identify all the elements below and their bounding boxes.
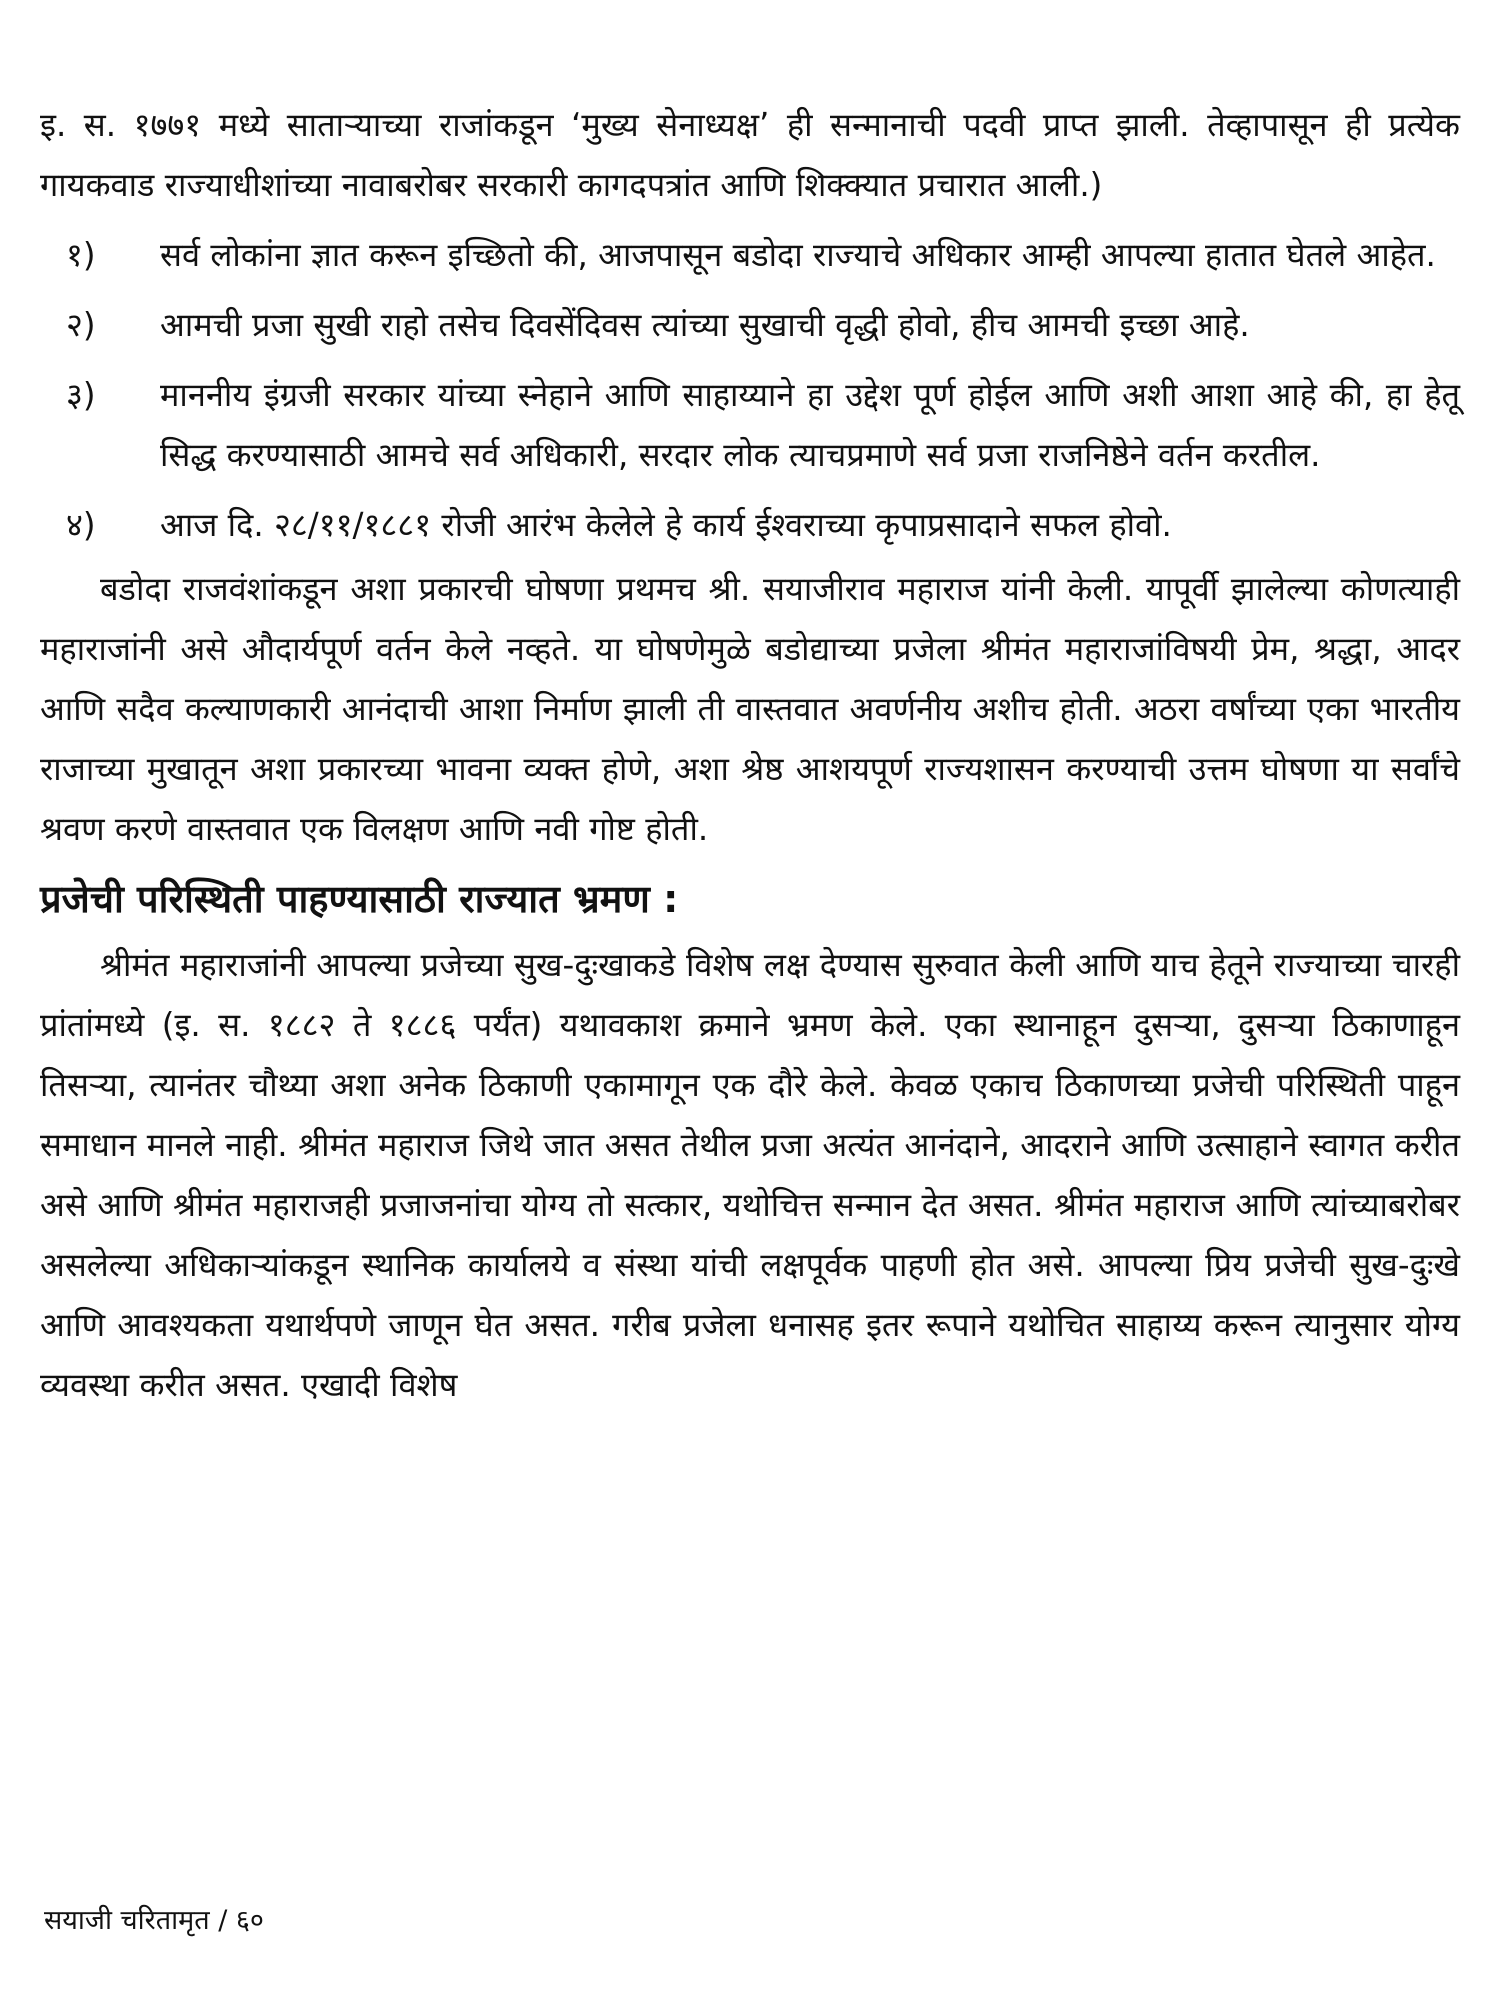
- proclamation-list: [40, 225, 1460, 555]
- list-item-text: आज दि. २८/११/१८८१ रोजी आरंभ केलेले हे कार्य ईश्वराच्या कृपाप्रसादाने सफल होवो.: [160, 506, 1172, 544]
- page-footer: सयाजी चरितामृत / ६०: [44, 1905, 264, 1936]
- list-item: [40, 225, 1460, 285]
- page-content: [40, 95, 1460, 1415]
- list-item-number: १): [66, 236, 96, 274]
- section-heading: प्रजेची परिस्थिती पाहण्यासाठी राज्यात भ्रमण :: [40, 877, 679, 921]
- list-item-number: ३): [66, 376, 96, 414]
- list-item-text: माननीय इंग्रजी सरकार यांच्या स्नेहाने आणि साहाय्याने हा उद्देश पूर्ण होईल आणि अशी आशा आहे की, हा हेतू सिद्ध करण्यासाठी आमचे सर्व अधिकारी, सरदार लोक त्याचप्रमाणे सर्व प्रजा राजनिष्ठेने वर्तन करतील.: [160, 376, 1460, 474]
- list-item: [40, 295, 1460, 355]
- list-item: [40, 365, 1460, 485]
- list-item-text: सर्व लोकांना ज्ञात करून इच्छितो की, आजपासून बडोदा राज्याचे अधिकार आम्ही आपल्या हातात घेतले आहेत.: [160, 236, 1436, 274]
- list-item-number: २): [66, 306, 96, 344]
- intro-paragraph: इ. स. १७७१ मध्ये साताऱ्याच्या राजांकडून ‘मुख्य सेनाध्यक्ष’ ही सन्मानाची पदवी प्राप्त झाली. तेव्हापासून ही प्रत्येक गायकवाड राज्याधीशांच्या नावाबरोबर सरकारी कागदपत्रांत आणि शिक्क्यात प्रचारात आली.): [40, 106, 1460, 204]
- list-item-number: ४): [66, 506, 96, 544]
- paragraph-state-tour: श्रीमंत महाराजांनी आपल्या प्रजेच्या सुख-दुःखाकडे विशेष लक्ष देण्यास सुरुवात केली आणि याच हेतूने राज्याच्या चारही प्रांतांमध्ये (इ. स. १८८२ ते १८८६ पर्यंत) यथावकाश क्रमाने भ्रमण केले. एका स्थानाहून दुसऱ्या, दुसऱ्या ठिकाणाहून तिसऱ्या, त्यानंतर चौथ्या अशा अनेक ठिकाणी एकामागून एक दौरे केले. केवळ एकाच ठिकाणच्या प्रजेची परिस्थिती पाहून समाधान मानले नाही. श्रीमंत महाराज जिथे जात असत तेथील प्रजा अत्यंत आनंदाने, आदराने आणि उत्साहाने स्वागत करीत असे आणि श्रीमंत महाराजही प्रजाजनांचा योग्य तो सत्कार, यथोचित्त सन्मान देत असत. श्रीमंत महाराज आणि त्यांच्याबरोबर असलेल्या अधिकाऱ्यांकडून स्थानिक कार्यालये व संस्था यांची लक्षपूर्वक पाहणी होत असे. आपल्या प्रिय प्रजेची सुख-दुःखे आणि आवश्यकता यथार्थपणे जाणून घेत असत. गरीब प्रजेला धनासह इतर रूपाने यथोचित साहाय्य करून त्यानुसार योग्य व्यवस्था करीत असत. एखादी विशेष: [40, 946, 1460, 1404]
- paragraph-proclamation-significance: बडोदा राजवंशांकडून अशा प्रकारची घोषणा प्रथमच श्री. सयाजीराव महाराज यांनी केली. यापूर्वी झालेल्या कोणत्याही महाराजांनी असे औदार्यपूर्ण वर्तन केले नव्हते. या घोषणेमुळे बडोद्याच्या प्रजेला श्रीमंत महाराजांविषयी प्रेम, श्रद्धा, आदर आणि सदैव कल्याणकारी आनंदाची आशा निर्माण झाली ती वास्तवात अवर्णनीय अशीच होती. अठरा वर्षांच्या एका भारतीय राजाच्या मुखातून अशा प्रकारच्या भावना व्यक्त होणे, अशा श्रेष्ठ आशयपूर्ण राज्यशासन करण्याची उत्तम घोषणा या सर्वांचे श्रवण करणे वास्तवात एक विलक्षण आणि नवी गोष्ट होती.: [40, 570, 1460, 848]
- list-item-text: आमची प्रजा सुखी राहो तसेच दिवसेंदिवस त्यांच्या सुखाची वृद्धी होवो, हीच आमची इच्छा आहे.: [160, 306, 1250, 344]
- list-item: [40, 495, 1460, 555]
